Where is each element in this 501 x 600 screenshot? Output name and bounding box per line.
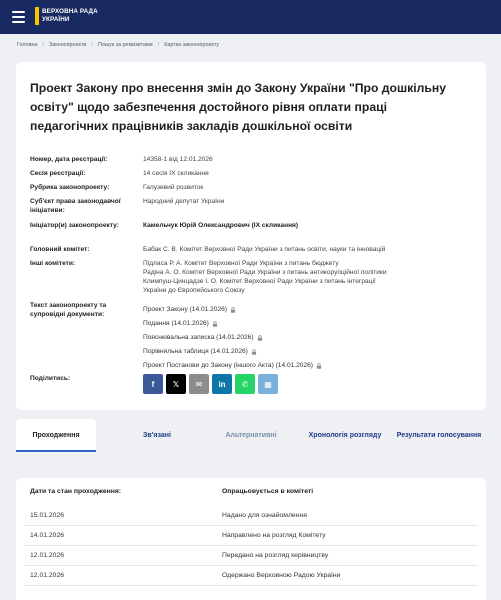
page-title: Проект Закону про внесення змін до Закону України "Про дошкільну освіту" щодо забезпечення достойного рівня оплати праці педагогічних працівників закладів дошкільної освіти bbox=[30, 81, 446, 133]
x-share-button[interactable] bbox=[166, 374, 186, 394]
row-status: Одержано Верховною Радою України bbox=[222, 572, 341, 579]
email-share-button[interactable] bbox=[189, 374, 209, 394]
breadcrumb bbox=[17, 42, 219, 48]
tab-voting-results[interactable]: Результати голосування bbox=[396, 432, 482, 439]
table-row bbox=[24, 546, 478, 566]
table-row bbox=[24, 526, 478, 546]
initiator-label: Ініціатор(и) законопроекту: bbox=[30, 222, 119, 229]
table-row bbox=[24, 506, 478, 526]
docs-label: Текст законопроекту та супровідні документи: bbox=[30, 302, 107, 318]
document-link[interactable]: Проект Закону (14.01.2026) bbox=[143, 305, 473, 314]
lock-icon bbox=[316, 363, 322, 369]
facebook-share-button[interactable] bbox=[143, 374, 163, 394]
x-icon: 𝕏 bbox=[172, 379, 180, 389]
top-header bbox=[0, 0, 501, 34]
tab-passage[interactable]: Проходження bbox=[16, 419, 96, 452]
share-label: Поділитись: bbox=[30, 375, 71, 382]
logo-text: ВЕРХОВНА РАДА УКРАЇНИ bbox=[42, 8, 98, 23]
document-link[interactable]: Подання (14.01.2026) bbox=[143, 319, 473, 328]
document-link[interactable]: Порівняльна таблиця (14.01.2026) bbox=[143, 347, 473, 356]
other-committees-label: Інші комітети: bbox=[30, 260, 76, 267]
breadcrumb-item-home[interactable]: Головна bbox=[17, 42, 38, 48]
table-row bbox=[24, 566, 478, 586]
history-table bbox=[16, 478, 486, 600]
lock-icon bbox=[212, 321, 218, 327]
tab-alternative[interactable]: Альтернативні bbox=[225, 432, 277, 439]
linkedin-icon: in bbox=[218, 379, 226, 389]
other-committee-item: України до Європейського Союзу bbox=[143, 287, 245, 294]
breadcrumb-separator: / bbox=[91, 42, 93, 48]
column-header-status: Опрацьовується в комітеті bbox=[222, 488, 314, 495]
whatsapp-icon: ✆ bbox=[241, 379, 249, 389]
row-status: Передано на розгляд керівництву bbox=[222, 552, 329, 559]
bill-card bbox=[16, 62, 486, 410]
breadcrumb-item-bills[interactable]: Законопроекти bbox=[48, 42, 87, 48]
share-buttons bbox=[143, 374, 278, 394]
grid-icon: ▦ bbox=[264, 379, 272, 389]
more-share-button[interactable] bbox=[258, 374, 278, 394]
row-date: 15.01.2026 bbox=[30, 512, 65, 519]
breadcrumb-item-current: Картка законопроекту bbox=[164, 42, 220, 48]
documents-list bbox=[143, 305, 473, 375]
reg-value: 14358-1 від 12.01.2026 bbox=[143, 156, 213, 163]
breadcrumb-separator: / bbox=[42, 42, 44, 48]
other-committee-item: Радіна А. О. Комітет Верховної Ради України з питань антикорупційної політики bbox=[143, 269, 387, 276]
rubric-value: Галузевий розвиток bbox=[143, 184, 204, 191]
tab-chronology[interactable]: Хронологія розгляду bbox=[308, 432, 382, 439]
site-logo[interactable] bbox=[35, 7, 98, 25]
other-committee-item: Підласа Р. А. Комітет Верховної Ради України з питань бюджету bbox=[143, 260, 339, 267]
subject-value: Народний депутат України bbox=[143, 198, 225, 205]
main-committee-value: Бабак С. В. Комітет Верховної Ради України з питань освіти, науки та інновацій bbox=[143, 246, 386, 253]
initiator-value[interactable]: Камельчук Юрій Олександрович (IX скликання) bbox=[143, 222, 299, 229]
logo-emblem bbox=[35, 7, 39, 25]
email-icon: ✉ bbox=[195, 379, 203, 389]
bill-tabs bbox=[16, 419, 486, 452]
other-committee-item: Климпуш-Цинцадзе І. О. Комітет Верховної Ради України з питань інтеграції bbox=[143, 278, 376, 285]
document-link[interactable]: Пояснювальна записка (14.01.2026) bbox=[143, 333, 473, 342]
session-label: Сесія реєстрації: bbox=[30, 170, 86, 177]
main-committee-label: Головний комітет: bbox=[30, 246, 90, 253]
subject-label: Суб'єкт права законодавчої ініціативи: bbox=[30, 198, 121, 214]
linkedin-share-button[interactable] bbox=[212, 374, 232, 394]
tab-related[interactable]: Зв'язані bbox=[143, 432, 171, 439]
breadcrumb-separator: / bbox=[157, 42, 160, 48]
row-status: Надано для ознайомлення bbox=[222, 512, 307, 519]
lock-icon bbox=[257, 335, 263, 341]
facebook-icon: f bbox=[151, 379, 155, 389]
row-status: Направлено на розгляд Комітету bbox=[222, 532, 326, 539]
column-header-dates: Дати та стан проходження: bbox=[30, 488, 122, 495]
lock-icon bbox=[230, 307, 236, 313]
lock-icon bbox=[251, 349, 257, 355]
reg-label: Номер, дата реєстрації: bbox=[30, 156, 108, 163]
row-date: 12.01.2026 bbox=[30, 572, 65, 579]
whatsapp-share-button[interactable] bbox=[235, 374, 255, 394]
breadcrumb-item-search[interactable]: Пошук за реквізитами bbox=[97, 42, 153, 48]
row-date: 14.01.2026 bbox=[30, 532, 65, 539]
session-value: 14 сесія IX скликання bbox=[143, 170, 209, 177]
row-date: 12.01.2026 bbox=[30, 552, 65, 559]
menu-icon[interactable] bbox=[12, 11, 25, 23]
document-link[interactable]: Проект Постанови до Закону (іншого Акта) (14.01.2026) bbox=[143, 361, 473, 370]
other-committees-list bbox=[143, 259, 473, 295]
rubric-label: Рубрика законопроекту: bbox=[30, 184, 110, 191]
